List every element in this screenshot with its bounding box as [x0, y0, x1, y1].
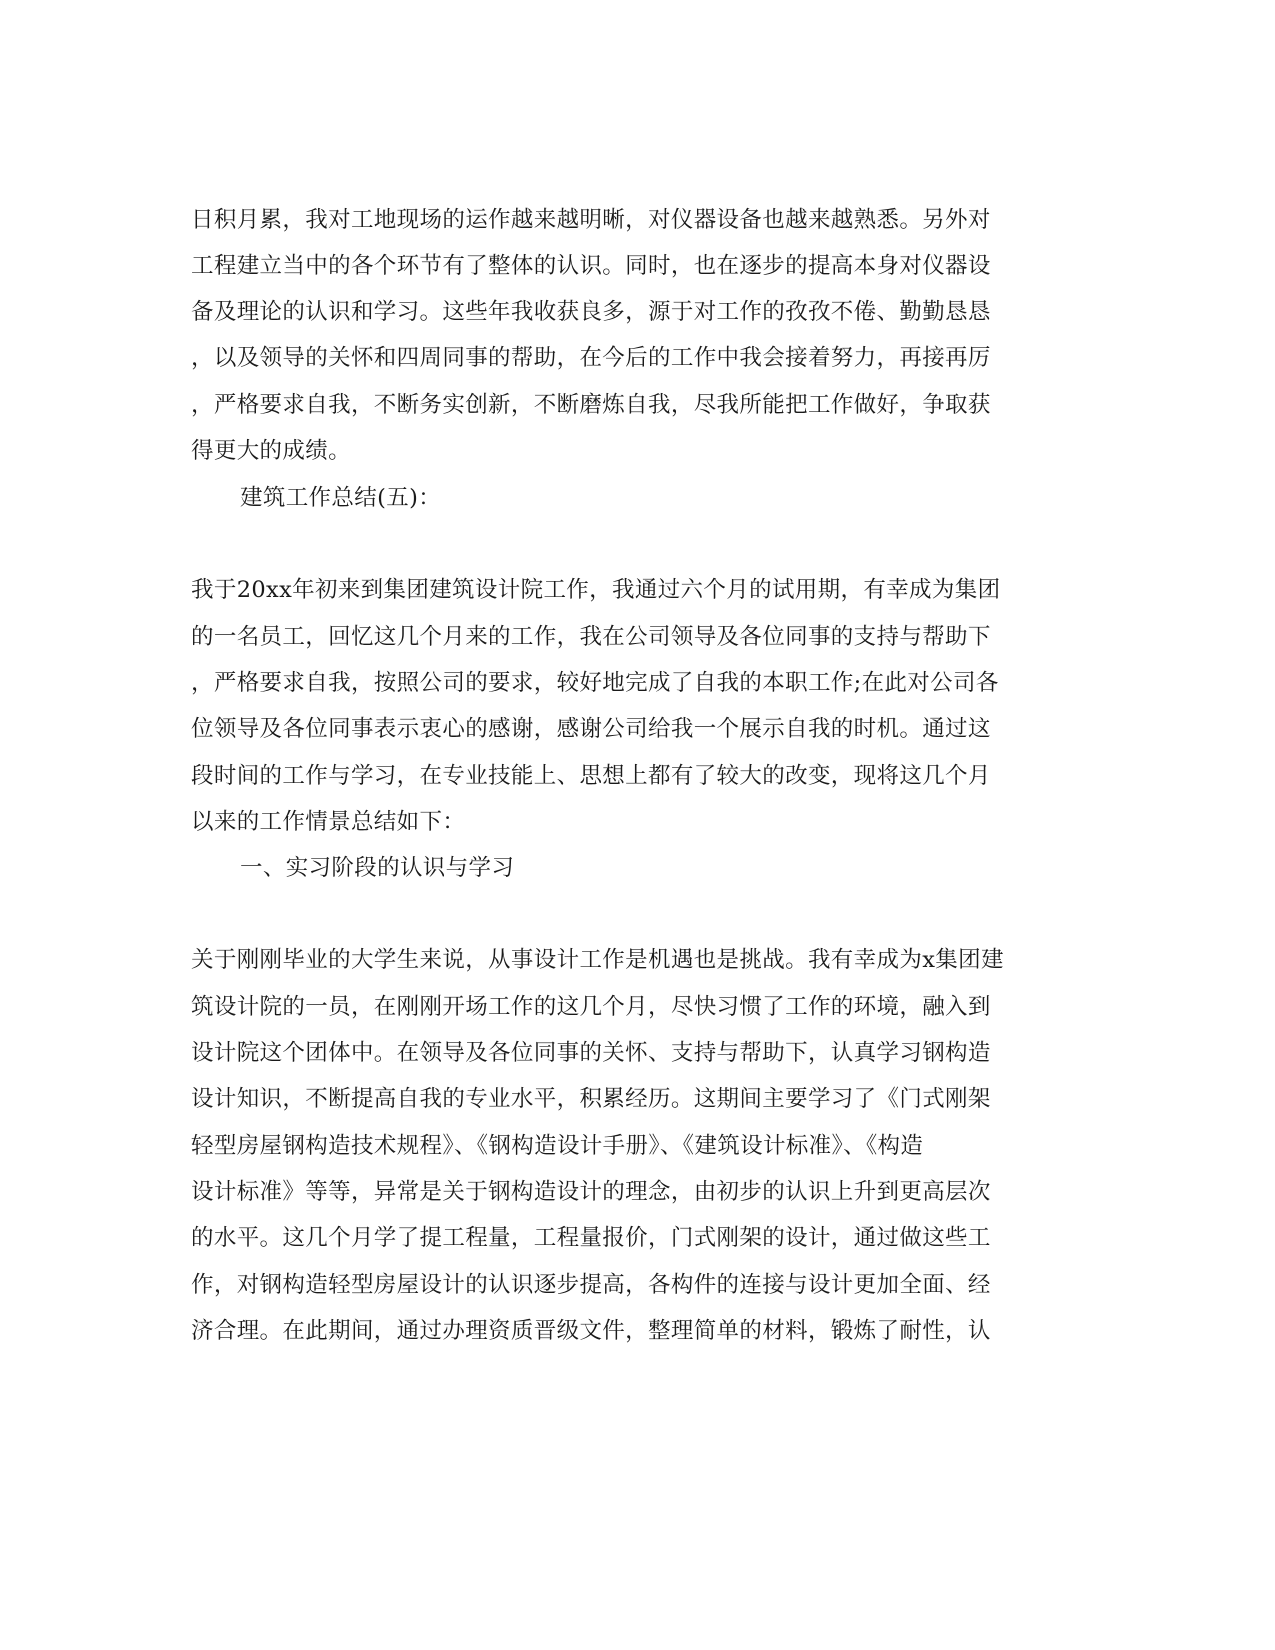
- paragraph-line: 日积月累，我对工地现场的运作越来越明晰，对仪器设备也越来越熟悉。另外对: [191, 207, 991, 233]
- paragraph-line: ，严格要求自我，不断务实创新，不断磨炼自我，尽我所能把工作做好，争取获: [191, 392, 991, 418]
- paragraph-line: 位领导及各位同事表示衷心的感谢，感谢公司给我一个展示自我的时机。通过这: [191, 716, 991, 742]
- paragraph-line: 设计标准》等等，异常是关于钢构造设计的理念，由初步的认识上升到更高层次: [191, 1179, 991, 1205]
- paragraph-line: 关于刚刚毕业的大学生来说，从事设计工作是机遇也是挑战。我有幸成为x集团建: [191, 947, 1004, 973]
- paragraph-line: 筑设计院的一员，在刚刚开场工作的这几个月，尽快习惯了工作的环境，融入到: [191, 994, 991, 1020]
- paragraph-line: 的水平。这几个月学了提工程量，工程量报价，门式刚架的设计，通过做这些工: [191, 1225, 991, 1251]
- paragraph-line: 工程建立当中的各个环节有了整体的认识。同时，也在逐步的提高本身对仪器设: [191, 253, 991, 279]
- paragraph-line: ，严格要求自我，按照公司的要求，较好地完成了自我的本职工作;在此对公司各: [191, 670, 999, 696]
- paragraph-line: 济合理。在此期间，通过办理资质晋级文件，整理简单的材料，锻炼了耐性，认: [191, 1318, 991, 1344]
- paragraph-line: 得更大的成绩。: [191, 438, 351, 464]
- paragraph-line: 我于20xx年初来到集团建筑设计院工作，我通过六个月的试用期，有幸成为集团: [191, 577, 1001, 603]
- paragraph-line: 以来的工作情景总结如下：: [191, 809, 466, 835]
- paragraph-line: 的一名员工，回忆这几个月来的工作，我在公司领导及各位同事的支持与帮助下: [191, 624, 991, 650]
- paragraph-line: 段时间的工作与学习，在专业技能上、思想上都有了较大的改变，现将这几个月: [191, 763, 991, 789]
- subsection-heading: 一、实习阶段的认识与学习: [240, 855, 515, 881]
- section-heading: 建筑工作总结(五)：: [240, 485, 442, 511]
- paragraph-line: 设计院这个团体中。在领导及各位同事的关怀、支持与帮助下，认真学习钢构造: [191, 1040, 991, 1066]
- paragraph-line: 轻型房屋钢构造技术规程》、《钢构造设计手册》、《建筑设计标准》、《构造: [191, 1133, 924, 1159]
- paragraph-line: ，以及领导的关怀和四周同事的帮助，在今后的工作中我会接着努力，再接再厉: [191, 345, 991, 371]
- paragraph-line: 设计知识，不断提高自我的专业水平，积累经历。这期间主要学习了《门式刚架: [191, 1086, 991, 1112]
- paragraph-line: 备及理论的认识和学习。这些年我收获良多，源于对工作的孜孜不倦、勤勤恳恳: [191, 299, 991, 325]
- paragraph-line: 作，对钢构造轻型房屋设计的认识逐步提高，各构件的连接与设计更加全面、经: [191, 1272, 991, 1298]
